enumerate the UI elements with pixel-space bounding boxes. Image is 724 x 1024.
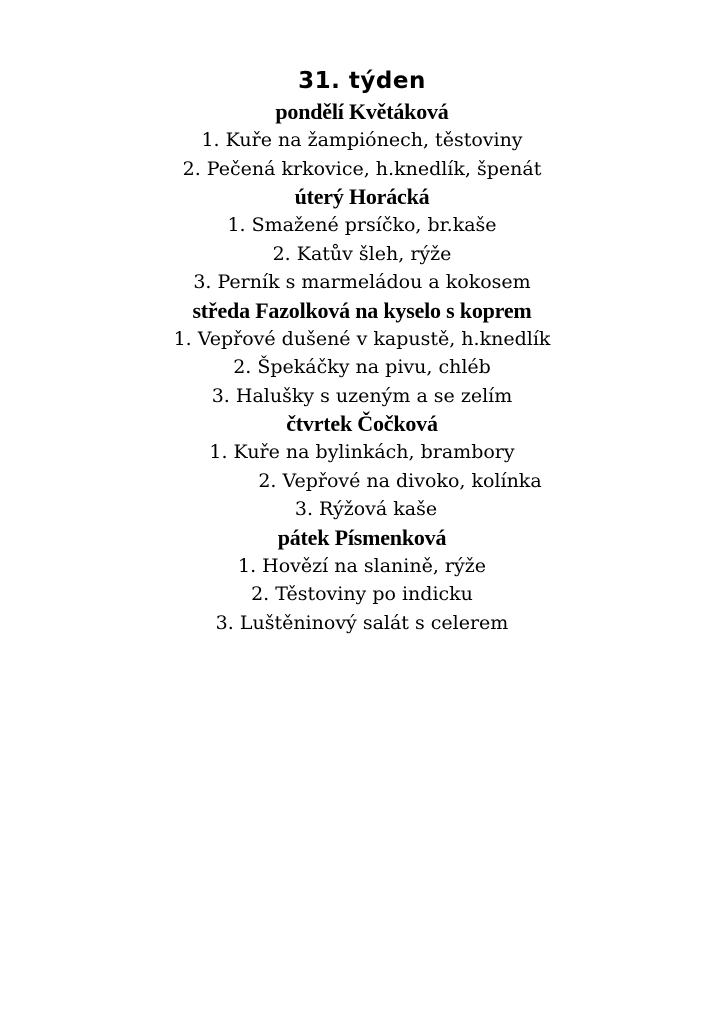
menu-item: 2. Pečená krkovice, h.knedlík, špenát [182,157,542,180]
menu-item: 1. Hovězí na slanině, rýže [238,554,486,577]
menu-item: 2. Špekáčky na pivu, chléb [233,356,491,378]
menu-item: 2. Těstoviny po indicku [251,583,473,605]
menu-item: 1. Kuře na žampiónech, těstoviny [201,129,523,151]
day-thursday [0,410,724,524]
menu-item: 2. Katův šleh, rýže [272,242,452,265]
menu-item: 3. Perník s marmeládou a kokosem [193,271,531,293]
menu-item: 3. Halušky s uzeným a se zelím [211,384,513,407]
day-wednesday [0,297,724,411]
day-heading-friday: pátek Písmenková [277,524,447,550]
menu-item: 1. Smažené prsíčko, br.kaše [227,214,497,236]
day-monday [0,98,724,183]
menu-item: 1. Kuře na bylinkách, brambory [209,441,515,463]
day-friday [0,524,724,638]
menu-item: 1. Vepřové dušené v kapustě, h.knedlík [173,327,551,350]
menu-item: 2. Vepřové na divoko, kolínka [258,469,542,492]
day-heading-wednesday: středa Fazolková na kyselo s koprem [192,297,532,323]
menu-item: 3. Luštěninový salát s celerem [215,611,509,634]
day-heading-thursday: čtvrtek Čočková [286,411,438,436]
week-title: 31. týden [298,68,426,94]
day-heading-tuesday: úterý Horácká [294,184,430,209]
menu-document [0,64,724,637]
day-tuesday [0,183,724,297]
menu-item: 3. Rýžová kaše [294,498,438,520]
day-heading-monday: pondělí Květáková [275,99,449,124]
